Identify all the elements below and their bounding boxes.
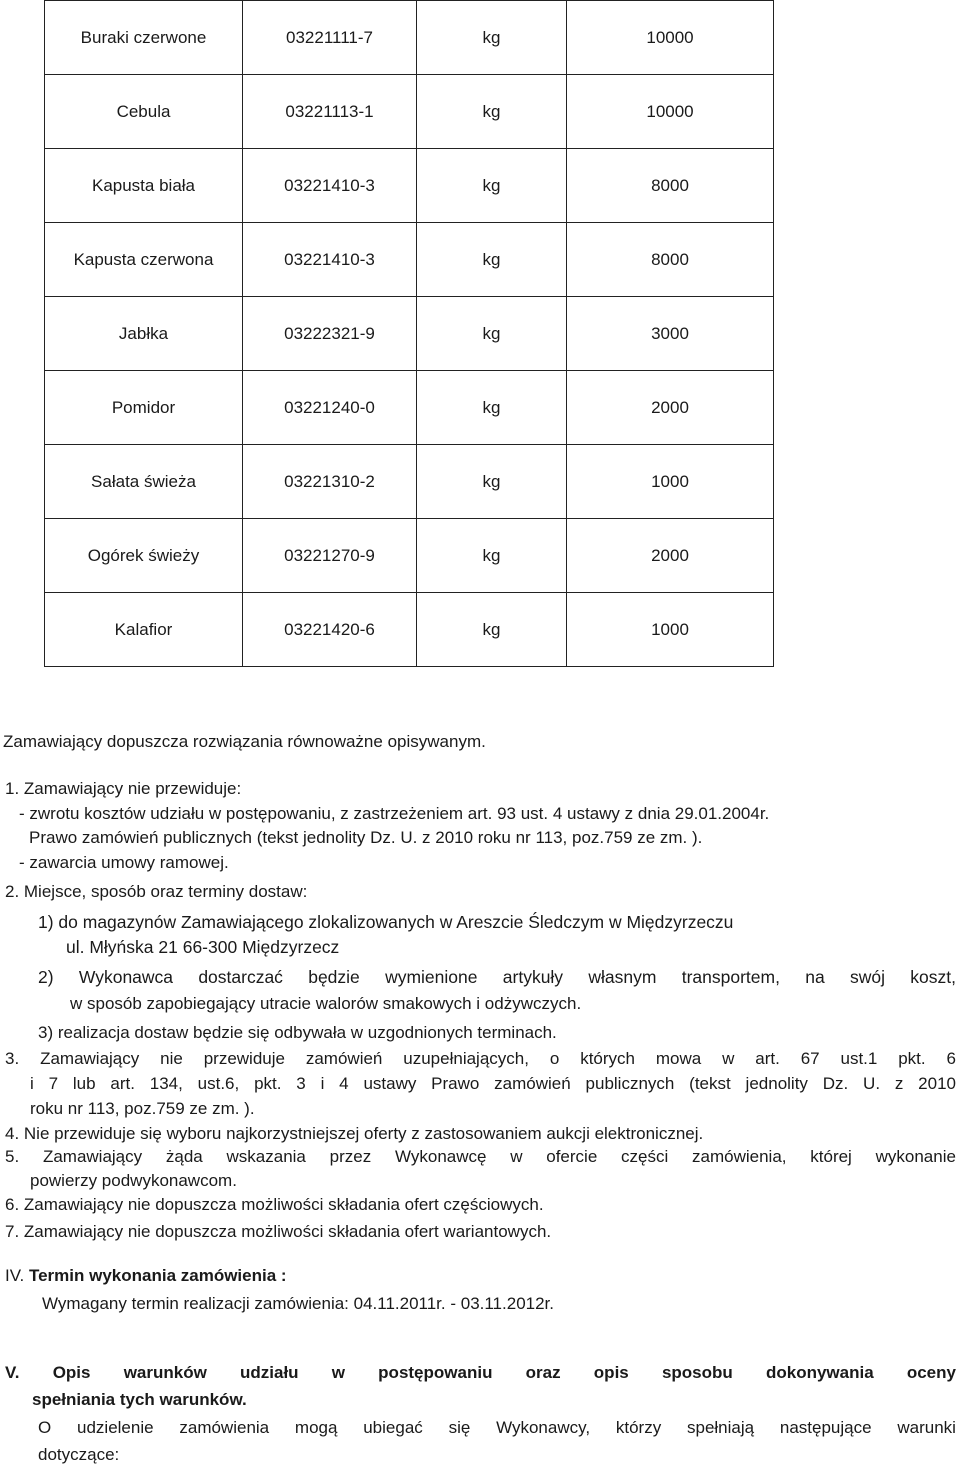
product-name-cell: Jabłka xyxy=(45,297,243,371)
section-3-line-3: roku nr 113, poz.759 ze zm. ). xyxy=(30,1099,255,1118)
word: zamówień xyxy=(494,1074,571,1093)
cpv-code-cell: 03221410-3 xyxy=(243,223,417,297)
product-name-cell: Sałata świeża xyxy=(45,445,243,519)
word: w xyxy=(510,1147,523,1166)
word: opis xyxy=(593,1363,629,1382)
word: spełniają xyxy=(686,1418,755,1437)
product-name-cell: Cebula xyxy=(45,75,243,149)
word: (tekst xyxy=(689,1074,731,1093)
section-iv-title: Termin wykonania zamówienia : xyxy=(28,1266,287,1285)
word: 3 xyxy=(296,1074,306,1093)
section-2-item-2-cont: w sposób zapobiegający utracie walorów smakowych i odżywczych. xyxy=(70,994,582,1013)
word: Prawo xyxy=(431,1074,480,1093)
word: transportem, xyxy=(681,967,780,987)
section-iv-heading xyxy=(5,1265,960,1287)
word: Wykonawca xyxy=(78,967,174,987)
section-1-item-b: - zawarcia umowy ramowej. xyxy=(19,853,229,872)
word: Wykonawcy, xyxy=(496,1418,591,1437)
word: zamówienia, xyxy=(692,1147,787,1166)
table-row xyxy=(45,149,774,223)
section-v-body-line-2: dotyczące: xyxy=(38,1445,120,1464)
word: 2010 xyxy=(918,1074,956,1093)
word: publicznych xyxy=(585,1074,675,1093)
unit-cell: kg xyxy=(417,149,567,223)
word: się xyxy=(448,1418,471,1437)
section-3-line-2 xyxy=(30,1073,956,1095)
word: ofercie xyxy=(546,1147,598,1166)
cpv-code-cell: 03221420-6 xyxy=(243,593,417,667)
quantity-cell: 8000 xyxy=(567,223,774,297)
cpv-code-cell: 03221310-2 xyxy=(243,445,417,519)
quantity-cell: 10000 xyxy=(567,75,774,149)
word: i xyxy=(30,1074,34,1093)
word: warunki xyxy=(897,1418,956,1437)
word: ust.6, xyxy=(197,1074,240,1093)
table-row xyxy=(45,297,774,371)
word: oraz xyxy=(525,1363,561,1382)
section-7: 7. Zamawiający nie dopuszcza możliwości składania ofert wariantowych. xyxy=(5,1222,552,1241)
word: żąda xyxy=(165,1147,203,1166)
cpv-code-cell: 03221113-1 xyxy=(243,75,417,149)
unit-cell: kg xyxy=(417,297,567,371)
unit-cell: kg xyxy=(417,223,567,297)
word: lub xyxy=(72,1074,96,1093)
cpv-code-cell: 03222321-9 xyxy=(243,297,417,371)
word: 5. xyxy=(5,1147,20,1166)
word: uzupełniających, xyxy=(403,1049,529,1068)
unit-cell: kg xyxy=(417,75,567,149)
product-name-cell: Pomidor xyxy=(45,371,243,445)
section-3-line-1 xyxy=(5,1048,956,1070)
word: artykuły xyxy=(502,967,564,987)
section-2-item-1: 1) do magazynów Zamawiającego zlokalizowanych w Areszcie Śledczym w Międzyrzeczu xyxy=(38,912,734,932)
section-2-item-2 xyxy=(38,966,956,988)
product-name-cell: Kalafior xyxy=(45,593,243,667)
word: 3. xyxy=(5,1049,20,1068)
word: ubiegać xyxy=(363,1418,423,1437)
word: 67 xyxy=(800,1049,820,1068)
word: wykonanie xyxy=(875,1147,956,1166)
word: wymienione xyxy=(385,967,478,987)
section-6: 6. Zamawiający nie dopuszcza możliwości składania ofert częściowych. xyxy=(5,1195,544,1214)
word: 134, xyxy=(149,1074,183,1093)
word: w xyxy=(331,1363,345,1382)
word: sposobu xyxy=(661,1363,733,1382)
word: Wykonawcę xyxy=(394,1147,487,1166)
word: mowa xyxy=(655,1049,702,1068)
word: 2) xyxy=(38,967,54,987)
word: art. xyxy=(755,1049,780,1068)
cpv-code-cell: 03221410-3 xyxy=(243,149,417,223)
quantity-cell: 2000 xyxy=(567,519,774,593)
word: zamówienia xyxy=(179,1418,270,1437)
word: przez xyxy=(329,1147,372,1166)
section-v-body-line-1 xyxy=(38,1417,956,1439)
quantity-cell: 1000 xyxy=(567,445,774,519)
word: z xyxy=(894,1074,904,1093)
word: o xyxy=(549,1049,560,1068)
cpv-code-cell: 03221240-0 xyxy=(243,371,417,445)
unit-cell: kg xyxy=(417,593,567,667)
quantity-cell: 8000 xyxy=(567,149,774,223)
product-name-cell: Kapusta biała xyxy=(45,149,243,223)
word: Zamawiający xyxy=(42,1147,143,1166)
word: koszt, xyxy=(910,967,956,987)
word: V. xyxy=(5,1363,20,1382)
word: U. xyxy=(863,1074,881,1093)
table-row xyxy=(45,519,774,593)
word: nie xyxy=(160,1049,183,1068)
word: części xyxy=(621,1147,669,1166)
product-table xyxy=(44,0,774,667)
word: której xyxy=(810,1147,852,1166)
word: art. xyxy=(110,1074,135,1093)
quantity-cell: 2000 xyxy=(567,371,774,445)
table-row xyxy=(45,445,774,519)
quantity-cell: 10000 xyxy=(567,1,774,75)
word: na xyxy=(805,967,825,987)
unit-cell: kg xyxy=(417,445,567,519)
word: 7 xyxy=(48,1074,59,1093)
word: następujące xyxy=(779,1418,872,1437)
section-5-line-1 xyxy=(5,1146,956,1168)
word: i xyxy=(320,1074,325,1093)
unit-cell: kg xyxy=(417,1,567,75)
cpv-code-cell: 03221270-9 xyxy=(243,519,417,593)
equivalent-solutions-paragraph: Zamawiający dopuszcza rozwiązania równoważne opisywanym. xyxy=(3,732,486,751)
cpv-code-cell: 03221111-7 xyxy=(243,1,417,75)
section-iv-number: IV. xyxy=(5,1266,25,1285)
section-iv-body: Wymagany termin realizacji zamówienia: 04.11.2011r. - 03.11.2012r. xyxy=(42,1294,555,1313)
word: własnym xyxy=(588,967,657,987)
word: swój xyxy=(849,967,885,987)
word: których xyxy=(580,1049,635,1068)
word: pkt. xyxy=(898,1049,926,1068)
word: zamówień xyxy=(305,1049,383,1068)
section-2-item-1-address: ul. Młyńska 21 66-300 Międzyrzecz xyxy=(66,937,340,957)
section-2-title: 2. Miejsce, sposób oraz terminy dostaw: xyxy=(5,882,308,901)
section-1-item-a-cont: Prawo zamówień publicznych (tekst jednolity Dz. U. z 2010 roku nr 113, poz.759 ze zm. ). xyxy=(29,828,703,847)
word: którzy xyxy=(615,1418,662,1437)
word: Opis xyxy=(52,1363,91,1382)
table-row xyxy=(45,593,774,667)
unit-cell: kg xyxy=(417,519,567,593)
product-name-cell: Ogórek świeży xyxy=(45,519,243,593)
word: udzielenie xyxy=(77,1418,154,1437)
word: dostarczać xyxy=(198,967,283,987)
section-1-title: 1. Zamawiający nie przewiduje: xyxy=(5,779,242,798)
table-row xyxy=(45,223,774,297)
section-v-title-line-1 xyxy=(5,1362,956,1384)
word: w xyxy=(722,1049,735,1068)
word: 4 xyxy=(339,1074,349,1093)
word: postępowaniu xyxy=(378,1363,493,1382)
word: Zamawiający xyxy=(40,1049,140,1068)
word: ustawy xyxy=(363,1074,417,1093)
quantity-cell: 3000 xyxy=(567,297,774,371)
word: 6 xyxy=(946,1049,956,1068)
word: O xyxy=(38,1418,52,1437)
section-v-title-line-2: spełniania tych warunków. xyxy=(32,1390,247,1409)
table-row xyxy=(45,371,774,445)
word: mogą xyxy=(294,1418,338,1437)
word: ust.1 xyxy=(840,1049,878,1068)
word: jednolity xyxy=(745,1074,808,1093)
product-name-cell: Buraki czerwone xyxy=(45,1,243,75)
word: udziału xyxy=(240,1363,299,1382)
product-name-cell: Kapusta czerwona xyxy=(45,223,243,297)
table-row xyxy=(45,75,774,149)
unit-cell: kg xyxy=(417,371,567,445)
section-1-item-a: - zwrotu kosztów udziału w postępowaniu, z zastrzeżeniem art. 93 ust. 4 ustawy z dnia 29.01.2004r. xyxy=(19,804,770,823)
word: będzie xyxy=(308,967,360,987)
word: przewiduje xyxy=(203,1049,285,1068)
word: warunków xyxy=(123,1363,207,1382)
section-2-item-3: 3) realizacja dostaw będzie się odbywała w uzgodnionych terminach. xyxy=(38,1023,557,1042)
table-row xyxy=(45,1,774,75)
word: oceny xyxy=(906,1363,956,1382)
word: wskazania xyxy=(226,1147,306,1166)
section-4: 4. Nie przewiduje się wyboru najkorzystniejszej oferty z zastosowaniem aukcji elektronicznej. xyxy=(5,1124,704,1143)
word: dokonywania xyxy=(765,1363,874,1382)
quantity-cell: 1000 xyxy=(567,593,774,667)
word: pkt. xyxy=(254,1074,282,1093)
section-5-line-2: powierzy podwykonawcom. xyxy=(30,1171,237,1190)
word: Dz. xyxy=(822,1074,849,1093)
